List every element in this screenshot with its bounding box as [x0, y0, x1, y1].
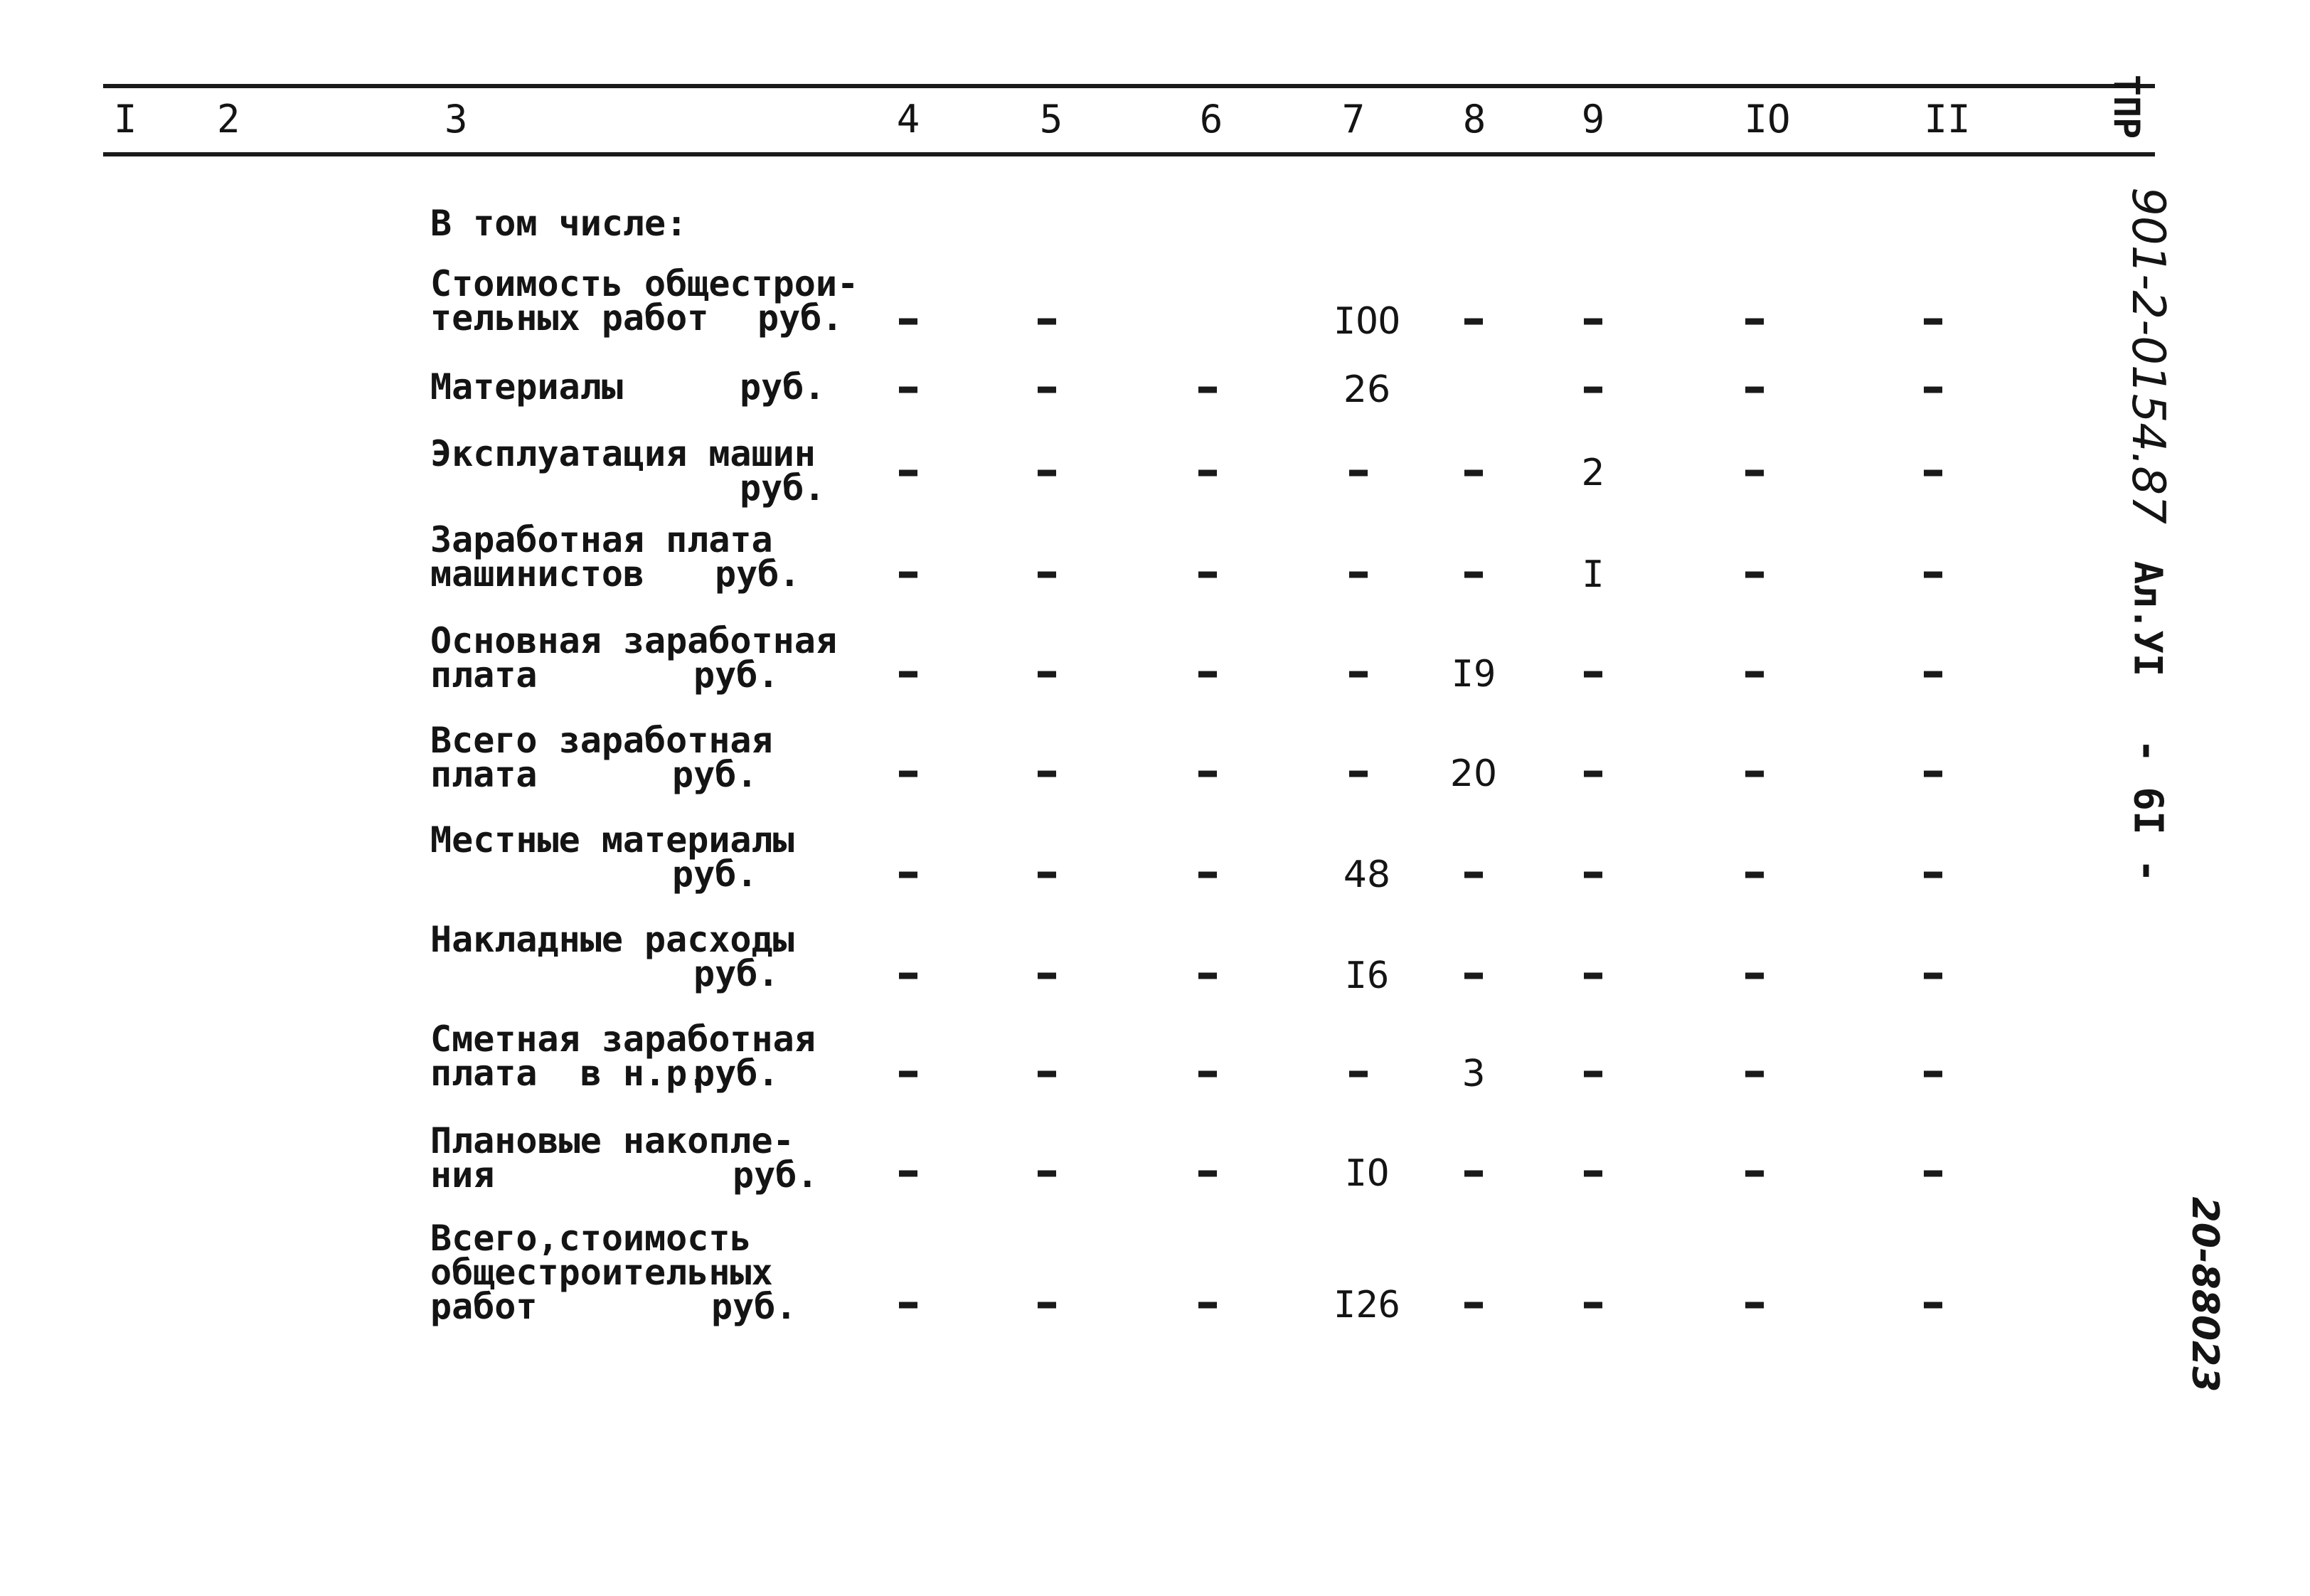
dash-mark [899, 671, 917, 678]
side-series: ТПР [2106, 74, 2147, 139]
dash-mark [1584, 1171, 1602, 1177]
dash-mark [1038, 973, 1056, 979]
dash-mark [1198, 572, 1217, 578]
column-header-10: IO [1744, 97, 1791, 142]
table-cell: 2 [1581, 452, 1605, 494]
dash-mark [1464, 973, 1483, 979]
dash-mark [1038, 671, 1056, 678]
row-label: плата [430, 654, 538, 696]
row-label: плата в н.р. [430, 1053, 709, 1094]
subtitle: В том числе: [430, 203, 688, 244]
row-label: машинистов [430, 553, 645, 595]
column-header-8: 8 [1462, 97, 1486, 142]
column-header-4: 4 [896, 97, 920, 142]
dash-mark [1584, 319, 1602, 325]
row-unit: руб. [693, 654, 779, 696]
dash-mark [1198, 973, 1217, 979]
dash-mark [899, 973, 917, 979]
column-header-11: II [1924, 97, 1971, 142]
column-header-9: 9 [1581, 97, 1605, 142]
dash-mark [1349, 671, 1368, 678]
dash-mark [1464, 470, 1483, 477]
dash-mark [899, 470, 917, 477]
dash-mark [1038, 872, 1056, 878]
top-rule [103, 84, 2155, 88]
dash-mark [1464, 1302, 1483, 1309]
row-label: Заработная плата [430, 519, 773, 560]
row-label: тельных работ [430, 297, 709, 339]
dash-mark [1745, 387, 1764, 393]
dash-mark [1924, 1302, 1942, 1309]
dash-mark [1464, 1171, 1483, 1177]
dash-mark [1198, 1171, 1217, 1177]
row-label: Всего,стоимость [430, 1218, 752, 1259]
row-label: общестроительных [430, 1252, 773, 1293]
dash-mark [1745, 771, 1764, 777]
dash-mark [1924, 572, 1942, 578]
table-cell: I26 [1334, 1284, 1400, 1326]
dash-mark [1198, 470, 1217, 477]
table-cell: 3 [1462, 1053, 1486, 1095]
table-cell: IO [1344, 1152, 1390, 1195]
dash-mark [1924, 319, 1942, 325]
dash-mark [1349, 470, 1368, 477]
dash-mark [899, 1302, 917, 1309]
dash-mark [1038, 319, 1056, 325]
dash-mark [1924, 1171, 1942, 1177]
dash-mark [1584, 671, 1602, 678]
dash-mark [1745, 470, 1764, 477]
row-unit: руб. [672, 853, 758, 895]
dash-mark [1198, 671, 1217, 678]
dash-mark [1924, 973, 1942, 979]
row-label: Плановые накопле- [430, 1120, 794, 1161]
dash-mark [1038, 771, 1056, 777]
side-code: 901-2-0154.87 [2122, 187, 2174, 524]
dash-mark [1198, 872, 1217, 878]
table-cell: 26 [1343, 368, 1391, 411]
dash-mark [1924, 387, 1942, 393]
dash-mark [1924, 1071, 1942, 1078]
dash-mark [1924, 470, 1942, 477]
dash-mark [1745, 671, 1764, 678]
column-header-6: 6 [1199, 97, 1223, 142]
dash-mark [1464, 572, 1483, 578]
dash-mark [1745, 572, 1764, 578]
dash-mark [1464, 319, 1483, 325]
dash-mark [899, 771, 917, 777]
dash-mark [1745, 973, 1764, 979]
dash-mark [1464, 872, 1483, 878]
dash-mark [899, 319, 917, 325]
dash-mark [1038, 572, 1056, 578]
dash-mark [1584, 1302, 1602, 1309]
dash-mark [1198, 387, 1217, 393]
column-header-7: 7 [1341, 97, 1366, 142]
row-unit: руб. [693, 953, 779, 994]
row-unit: руб. [693, 1053, 779, 1094]
row-label: Накладные расходы [430, 919, 794, 960]
table-cell: 20 [1449, 752, 1498, 795]
row-unit: руб. [740, 366, 826, 408]
row-unit: руб. [715, 553, 801, 595]
dash-mark [1198, 771, 1217, 777]
dash-mark [1038, 387, 1056, 393]
dash-mark [899, 1071, 917, 1078]
dash-mark [1745, 1171, 1764, 1177]
row-unit: руб. [672, 754, 758, 795]
table-cell: I9 [1451, 653, 1496, 696]
dash-mark [1349, 572, 1368, 578]
dash-mark [1584, 1071, 1602, 1078]
row-label: плата [430, 754, 538, 795]
side-archive-number: 20-88023 [2183, 1196, 2226, 1393]
table-cell: I [1582, 553, 1604, 596]
dash-mark [1745, 319, 1764, 325]
header-bottom-rule [103, 152, 2155, 156]
row-label: Материалы [430, 366, 623, 408]
dash-mark [1038, 470, 1056, 477]
dash-mark [899, 387, 917, 393]
dash-mark [1584, 973, 1602, 979]
side-album: Ал.УI [2125, 560, 2171, 677]
dash-mark [899, 1171, 917, 1177]
dash-mark [1924, 671, 1942, 678]
row-label: Местные материалы [430, 819, 794, 861]
row-label: ния [430, 1154, 495, 1196]
row-label: Основная заработная [430, 620, 837, 661]
dash-mark [1745, 872, 1764, 878]
column-header-2: 2 [217, 97, 240, 142]
dash-mark [1349, 1071, 1368, 1078]
dash-mark [1038, 1171, 1056, 1177]
table-cell: 48 [1343, 853, 1391, 896]
dash-mark [899, 872, 917, 878]
row-unit: руб. [740, 467, 826, 509]
column-header-5: 5 [1039, 97, 1063, 142]
table-cell: IOO [1334, 300, 1400, 343]
dash-mark [1038, 1302, 1056, 1309]
column-header-3: 3 [445, 97, 468, 142]
column-header-1: I [114, 97, 137, 142]
row-unit: руб. [733, 1154, 819, 1196]
row-label: работ [430, 1286, 538, 1327]
table-cell: I6 [1344, 954, 1390, 997]
dash-mark [1584, 387, 1602, 393]
row-label: Сметная заработная [430, 1018, 816, 1060]
dash-mark [1745, 1302, 1764, 1309]
dash-mark [1584, 872, 1602, 878]
dash-mark [1198, 1071, 1217, 1078]
row-unit: руб. [757, 297, 843, 339]
row-unit: руб. [711, 1286, 797, 1327]
row-label: Стоимость общестрои- [430, 263, 859, 304]
dash-mark [1745, 1071, 1764, 1078]
dash-mark [1349, 771, 1368, 777]
row-label: Всего заработная [430, 720, 773, 761]
dash-mark [1038, 1071, 1056, 1078]
dash-mark [1198, 1302, 1217, 1309]
dash-mark [1584, 771, 1602, 777]
side-page: - 6I - [2124, 738, 2171, 883]
dash-mark [1924, 771, 1942, 777]
dash-mark [899, 572, 917, 578]
row-label: Эксплуатация машин [430, 433, 816, 474]
dash-mark [1924, 872, 1942, 878]
